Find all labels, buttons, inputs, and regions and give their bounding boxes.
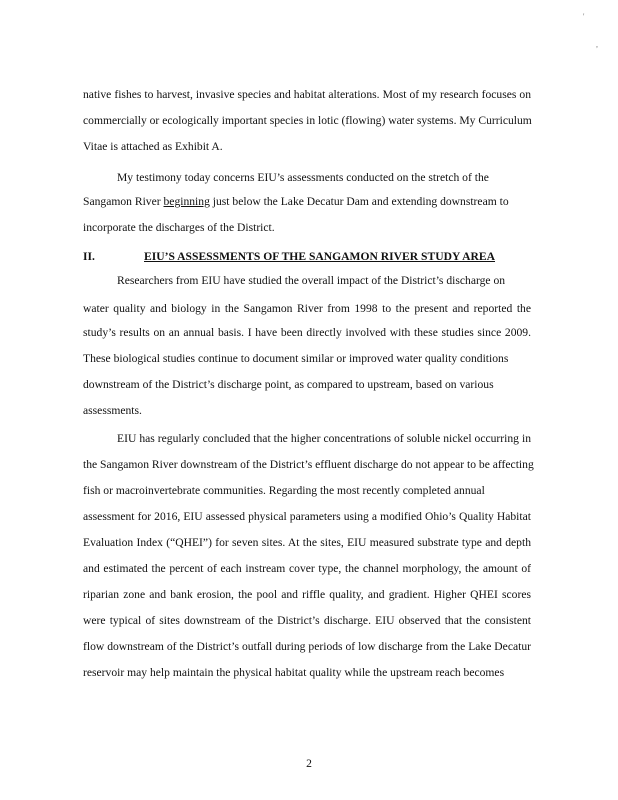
page-number: 2 [306,757,312,770]
text-line: EIU has regularly concluded that the higher concentrations of soluble nickel occurring in [117,432,531,445]
text-line: were typical of sites downstream of the District’s discharge. EIU observed that the consistent [83,614,531,627]
text-line: study’s results on an annual basis. I have been directly involved with these studies since 2009. [83,326,531,339]
section-number: II. [83,250,95,263]
text-line: native fishes to harvest, invasive species and habitat alterations. Most of my research focuses on [83,88,531,101]
text-line: fish or macroinvertebrate communities. Regarding the most recently completed annual [83,484,485,497]
text-line: assessments. [83,404,142,417]
text-line: reservoir may help maintain the physical habitat quality while the upstream reach becomes [83,666,505,679]
underlined-text: beginning [163,195,210,208]
text-span: Sangamon River [83,195,164,208]
text-line: flow downstream of the District’s outfall during periods of low discharge from the Lake Decatur [83,640,531,653]
text-line: assessment for 2016, EIU assessed physical parameters using a modified Ohio’s Quality Habitat [83,510,531,523]
text-line: incorporate the discharges of the District. [83,221,275,234]
scan-mark: ' [583,12,585,21]
text-line: downstream of the District’s discharge point, as compared to upstream, based on various [83,378,494,391]
text-span: just below the Lake Decatur Dam and extending downstream to [209,195,509,208]
text-line: water quality and biology in the Sangamon River from 1998 to the present and reported the [83,302,531,315]
text-line: Researchers from EIU have studied the overall impact of the District’s discharge on [117,274,506,287]
text-line: Evaluation Index (“QHEI”) for seven sites. At the sites, EIU measured substrate type and depth [83,536,531,549]
text-line: Vitae is attached as Exhibit A. [83,140,223,153]
text-line: My testimony today concerns EIU’s assessments conducted on the stretch of the [117,171,489,184]
section-title: EIU’S ASSESSMENTS OF THE SANGAMON RIVER STUDY AREA [144,250,496,263]
scan-mark: , [596,40,598,49]
text-line [83,195,531,209]
text-line: and estimated the percent of each instream cover type, the channel morphology, the amount of [83,562,531,575]
text-line: the Sangamon River downstream of the District’s effluent discharge do not appear to be affecting [83,458,534,471]
text-line: These biological studies continue to document similar or improved water quality conditions [83,352,509,365]
text-line: commercially or ecologically important species in lotic (flowing) water systems. My Curriculum [83,114,532,127]
text-line: riparian zone and bank erosion, the pool and riffle quality, and gradient. Higher QHEI scores [83,588,531,601]
